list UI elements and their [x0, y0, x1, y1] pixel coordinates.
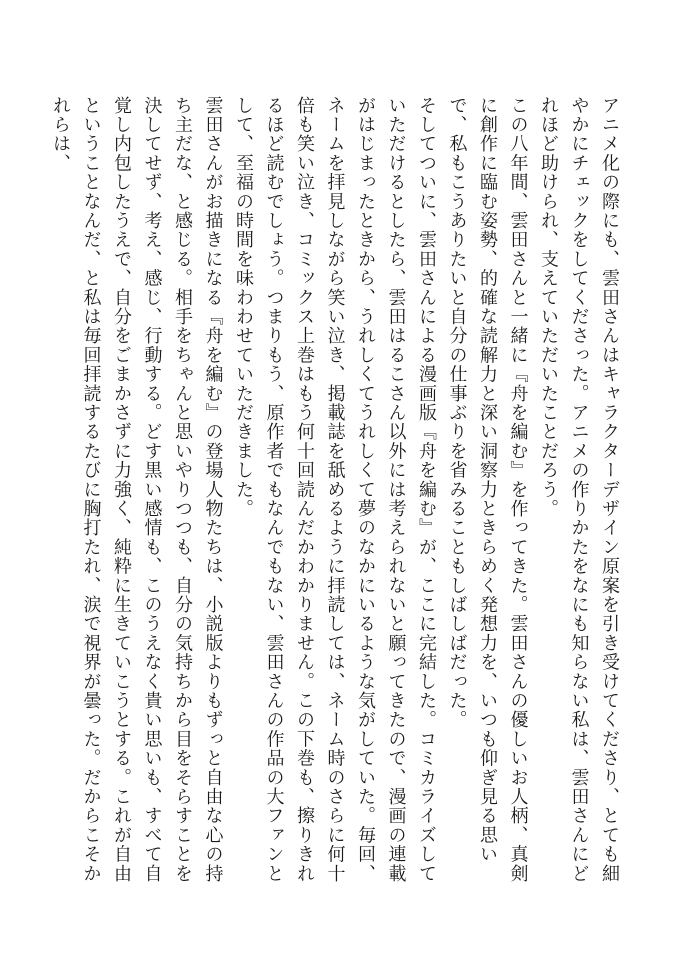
paragraph-2: この八年間、雲田さんと一緒に『舟を編む』を作ってきた。雲田さんの優しいお人柄、真剣に創作に臨む姿勢、的確な読解力と深い洞察力ときらめく発想力を、いつも仰ぎ見る思いで、私もこうありたいと自分の仕事ぶりを省みることもしばしばだった。: [446, 96, 529, 884]
vertical-text-body: [44, 96, 624, 886]
paragraph-3: そしてついに、雲田さんによる漫画版『舟を編む』が、ここに完結した。コミカライズしていただけるとしたら、雲田はるこさん以外には考えられないと願ってきたので、漫画の連載がはじまったときから、うれしくてうれしくて夢のなかにいるような気がしていた。毎回、ネームを拝見しながら笑い泣き、掲載誌を舐めるように拝読しては、ネーム時のさらに何十倍も笑い泣き、コミックス上巻はもう何十回読んだかわかりません。この下巻も、擦りきれるほど読むでしょう。つまりもう、原作者でもなんでもない、雲田さんの作品の大ファンとして、至福の時間を味わわせていただきました。: [233, 96, 437, 884]
paragraph-4: 雲田さんがお描きになる『舟を編む』の登場人物たちは、小説版よりもずっと自由な心の持ち主だな、と感じる。相手をちゃんと思いやりつつも、自分の気持ちから目をそらすことを決してせず、考え、感じ、行動する。どす黒い感情も、このうえなく貴い思いも、すべて自覚し内包したうえで、自分をごまかさずに力強く、純粋に生きていこうとする。これが自由ということなんだ、と私は毎回拝読するたびに胸打たれ、涙で視界が曇った。だからこそかれらは、: [50, 96, 224, 884]
paragraph-1: アニメ化の際にも、雲田さんはキャラクターデザイン原案を引き受けてくださり、とても細やかにチェックをしてくださった。アニメの作りかたをなにも知らない私は、雲田さんにどれほど助けられ、支えていただいたことだろう。: [538, 96, 620, 884]
